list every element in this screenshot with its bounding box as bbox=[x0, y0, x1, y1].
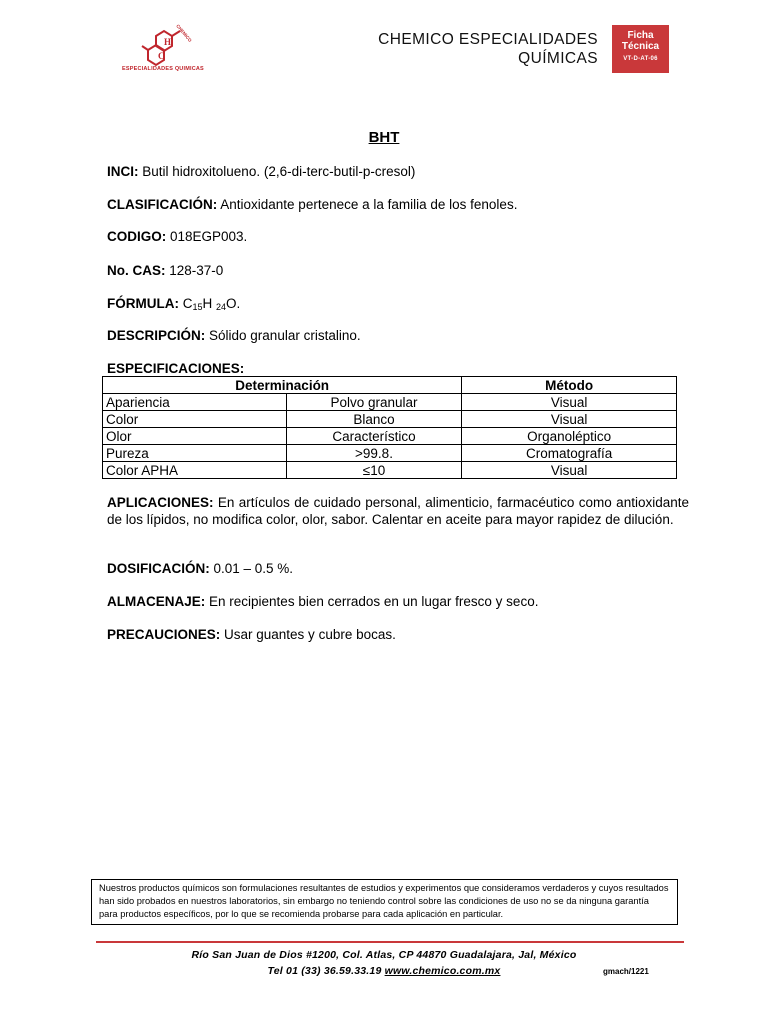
formula-h-subscript: 24 bbox=[216, 302, 227, 312]
field-clasificacion-value: Antioxidante pertenece a la familia de los fenoles. bbox=[217, 197, 518, 212]
company-name-line2: QUÍMICAS bbox=[518, 50, 598, 67]
row-method: Cromatografía bbox=[462, 445, 677, 462]
formula-h: H bbox=[202, 296, 216, 311]
badge-line1: Ficha bbox=[627, 30, 654, 41]
field-precauciones-label: PRECAUCIONES: bbox=[107, 627, 221, 642]
footer-address: Río San Juan de Dios #1200, Col. Atlas, CP 44870 Guadalajara, Jal, México bbox=[191, 949, 577, 961]
field-inci bbox=[107, 163, 415, 180]
field-codigo-value: 018EGP003. bbox=[166, 229, 248, 244]
field-descripcion bbox=[107, 327, 361, 344]
field-cas-label: No. CAS: bbox=[107, 263, 166, 278]
badge-code: VT-D-AT-06 bbox=[623, 56, 658, 62]
footer-divider bbox=[96, 941, 684, 943]
field-formula-label: FÓRMULA: bbox=[107, 296, 179, 311]
row-method: Visual bbox=[462, 394, 677, 411]
field-inci-label: INCI: bbox=[107, 164, 139, 179]
row-param: Color bbox=[103, 411, 287, 428]
formula-c-subscript: 15 bbox=[192, 302, 203, 312]
header-metodo: Método bbox=[462, 377, 677, 394]
logo-ring-text: CHEMICO bbox=[175, 23, 193, 43]
document-title: BHT bbox=[368, 129, 400, 146]
field-cas-value: 128-37-0 bbox=[165, 263, 224, 278]
row-param: Pureza bbox=[103, 445, 287, 462]
footer-website-link[interactable]: www.chemico.com.mx bbox=[384, 965, 501, 977]
svg-text:C: C bbox=[158, 51, 165, 61]
row-method: Visual bbox=[462, 462, 677, 479]
row-value: Blanco bbox=[286, 411, 462, 428]
row-value: Característico bbox=[286, 428, 462, 445]
field-aplicaciones bbox=[107, 494, 689, 528]
field-clasificacion-label: CLASIFICACIÓN: bbox=[107, 197, 218, 212]
field-formula bbox=[107, 295, 240, 316]
field-precauciones bbox=[107, 626, 396, 643]
formula-c: C bbox=[178, 296, 193, 311]
field-inci-value: Butil hidroxitolueno. (2,6-di-terc-butil-p-cresol) bbox=[138, 164, 416, 179]
field-almacenaje-value: En recipientes bien cerrados en un lugar fresco y seco. bbox=[205, 594, 539, 609]
document-code: gmach/1221 bbox=[603, 967, 649, 976]
field-dosificacion bbox=[107, 560, 293, 577]
table-header-row bbox=[103, 377, 677, 394]
especificaciones-label: ESPECIFICACIONES: bbox=[107, 361, 245, 376]
formula-o: O. bbox=[226, 296, 241, 311]
field-aplicaciones-label: APLICACIONES: bbox=[107, 495, 214, 510]
field-descripcion-value: Sólido granular cristalino. bbox=[205, 328, 361, 343]
field-aplicaciones-value: En artículos de cuidado personal, alimenticio, farmacéutico como antioxidante de los lípidos, no modifica color, olor, sabor. Calentar en aceite para mayor rapidez de dilución. bbox=[107, 495, 689, 527]
field-almacenaje-label: ALMACENAJE: bbox=[107, 594, 206, 609]
row-param: Color APHA bbox=[103, 462, 287, 479]
row-value: ≤10 bbox=[286, 462, 462, 479]
row-method: Organoléptico bbox=[462, 428, 677, 445]
table-row bbox=[103, 462, 677, 479]
header-determinacion: Determinación bbox=[103, 377, 462, 394]
badge-line2: Técnica bbox=[621, 41, 660, 52]
ficha-tecnica-badge bbox=[612, 25, 669, 73]
table-row bbox=[103, 411, 677, 428]
field-descripcion-label: DESCRIPCIÓN: bbox=[107, 328, 206, 343]
logo-subtitle: ESPECIALIDADES QUIMICAS bbox=[122, 66, 204, 72]
field-clasificacion bbox=[107, 196, 517, 213]
field-codigo bbox=[107, 228, 247, 245]
field-precauciones-value: Usar guantes y cubre bocas. bbox=[220, 627, 396, 642]
row-param: Apariencia bbox=[103, 394, 287, 411]
table-row bbox=[103, 428, 677, 445]
field-almacenaje bbox=[107, 593, 538, 610]
footer-phone: Tel 01 (33) 36.59.33.19 bbox=[267, 965, 385, 977]
specifications-table bbox=[102, 376, 677, 479]
disclaimer-box: Nuestros productos químicos son formulaciones resultantes de estudios y experimentos que consideramos verdaderos y cuyos resultados han sido probados en nuestros laboratorios, sin embargo no teniendo control sobre las condiciones de uso no se da ninguna garantía para productos específicos, por lo que se recomienda probarse para cada aplicación en particular. bbox=[91, 879, 678, 925]
field-cas bbox=[107, 262, 223, 279]
table-row bbox=[103, 394, 677, 411]
company-name-line1: CHEMICO ESPECIALIDADES bbox=[378, 31, 598, 48]
row-param: Olor bbox=[103, 428, 287, 445]
row-method: Visual bbox=[462, 411, 677, 428]
row-value: >99.8. bbox=[286, 445, 462, 462]
company-name bbox=[378, 30, 598, 68]
field-dosificacion-label: DOSIFICACIÓN: bbox=[107, 561, 210, 576]
field-codigo-label: CODIGO: bbox=[107, 229, 167, 244]
svg-text:H: H bbox=[164, 37, 172, 47]
row-value: Polvo granular bbox=[286, 394, 462, 411]
footer-contact bbox=[0, 965, 768, 977]
especificaciones-heading bbox=[107, 360, 244, 377]
table-row bbox=[103, 445, 677, 462]
field-dosificacion-value: 0.01 – 0.5 %. bbox=[209, 561, 294, 576]
